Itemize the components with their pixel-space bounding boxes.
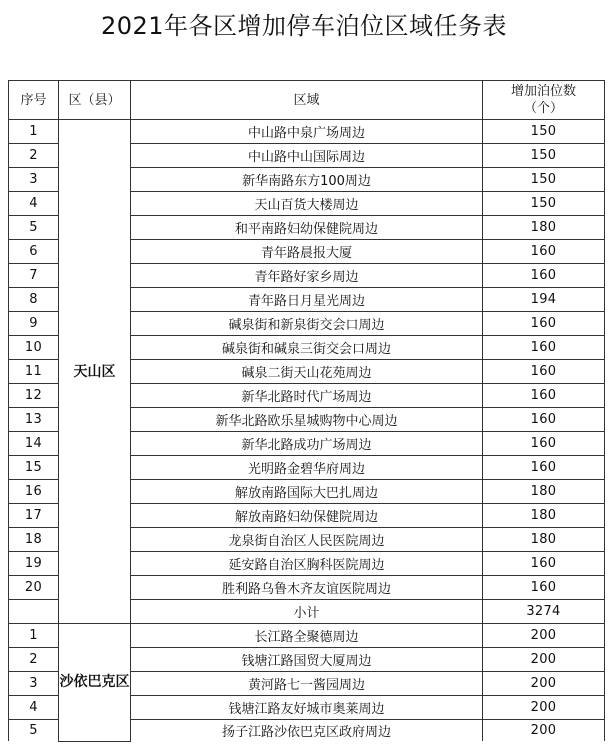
district-cell: 天山区 — [59, 120, 131, 624]
row-area: 长江路全聚德周边 — [131, 624, 483, 648]
row-count: 150 — [483, 144, 605, 168]
task-table — [8, 80, 605, 742]
row-seq: 18 — [9, 528, 59, 552]
row-seq: 1 — [9, 624, 59, 648]
row-count: 200 — [483, 720, 605, 742]
subtotal-label: 小计 — [131, 600, 483, 624]
row-count: 160 — [483, 384, 605, 408]
header-count-line2: （个） — [523, 101, 563, 116]
row-area: 龙泉街自治区人民医院周边 — [131, 528, 483, 552]
row-seq: 2 — [9, 648, 59, 672]
row-seq: 11 — [9, 360, 59, 384]
row-seq: 9 — [9, 312, 59, 336]
row-area: 钱塘江路国贸大厦周边 — [131, 648, 483, 672]
row-count: 200 — [483, 624, 605, 648]
row-area: 光明路金碧华府周边 — [131, 456, 483, 480]
table-row — [9, 624, 605, 648]
row-count: 180 — [483, 528, 605, 552]
row-seq: 13 — [9, 408, 59, 432]
row-area: 碱泉二街天山花苑周边 — [131, 360, 483, 384]
row-area: 天山百货大楼周边 — [131, 192, 483, 216]
row-area: 和平南路妇幼保健院周边 — [131, 216, 483, 240]
row-seq: 3 — [9, 672, 59, 696]
table-body — [9, 120, 605, 742]
row-area: 青年路好家乡周边 — [131, 264, 483, 288]
row-area: 扬子江路沙依巴克区政府周边 — [131, 720, 483, 742]
row-count: 160 — [483, 360, 605, 384]
row-seq: 16 — [9, 480, 59, 504]
row-count: 200 — [483, 648, 605, 672]
row-count: 160 — [483, 456, 605, 480]
subtotal-seq-empty — [9, 600, 59, 624]
row-seq: 12 — [9, 384, 59, 408]
row-seq: 15 — [9, 456, 59, 480]
header-district: 区（县） — [59, 81, 131, 120]
row-count: 160 — [483, 408, 605, 432]
row-seq: 20 — [9, 576, 59, 600]
row-seq: 8 — [9, 288, 59, 312]
row-seq: 2 — [9, 144, 59, 168]
subtotal-value: 3274 — [483, 600, 605, 624]
header-seq: 序号 — [9, 81, 59, 120]
page-title: 2021年各区增加停车泊位区域任务表 — [100, 12, 508, 40]
row-area: 解放南路国际大巴扎周边 — [131, 480, 483, 504]
row-area: 新华南路东方100周边 — [131, 168, 483, 192]
row-seq: 19 — [9, 552, 59, 576]
district-cell: 沙依巴克区 — [59, 624, 131, 742]
row-count: 160 — [483, 264, 605, 288]
row-count: 180 — [483, 216, 605, 240]
row-seq: 14 — [9, 432, 59, 456]
row-seq: 10 — [9, 336, 59, 360]
row-area: 碱泉街和碱泉三街交会口周边 — [131, 336, 483, 360]
row-seq: 4 — [9, 696, 59, 720]
row-count: 160 — [483, 576, 605, 600]
row-count: 160 — [483, 552, 605, 576]
row-seq: 5 — [9, 216, 59, 240]
row-area: 中山路中山国际周边 — [131, 144, 483, 168]
header-count — [483, 81, 605, 120]
row-seq: 5 — [9, 720, 59, 742]
row-count: 150 — [483, 120, 605, 144]
row-area: 中山路中泉广场周边 — [131, 120, 483, 144]
row-area: 解放南路妇幼保健院周边 — [131, 504, 483, 528]
row-area: 青年路日月星光周边 — [131, 288, 483, 312]
header-area: 区域 — [131, 81, 483, 120]
table-row — [9, 120, 605, 144]
row-seq: 17 — [9, 504, 59, 528]
row-count: 180 — [483, 480, 605, 504]
row-seq: 7 — [9, 264, 59, 288]
row-area: 碱泉街和新泉街交会口周边 — [131, 312, 483, 336]
header-count-line1: 增加泊位数 — [510, 84, 576, 99]
row-count: 200 — [483, 696, 605, 720]
row-count: 160 — [483, 336, 605, 360]
row-seq: 6 — [9, 240, 59, 264]
row-seq: 1 — [9, 120, 59, 144]
row-area: 新华北路成功广场周边 — [131, 432, 483, 456]
row-area: 胜利路乌鲁木齐友谊医院周边 — [131, 576, 483, 600]
row-area: 新华北路时代广场周边 — [131, 384, 483, 408]
row-area: 黄河路七一酱园周边 — [131, 672, 483, 696]
row-area: 青年路晨报大厦 — [131, 240, 483, 264]
row-seq: 3 — [9, 168, 59, 192]
header-row — [9, 81, 605, 120]
row-area: 钱塘江路友好城市奥莱周边 — [131, 696, 483, 720]
row-count: 200 — [483, 672, 605, 696]
row-area: 新华北路欧乐星城购物中心周边 — [131, 408, 483, 432]
row-seq: 4 — [9, 192, 59, 216]
row-count: 150 — [483, 168, 605, 192]
row-count: 160 — [483, 312, 605, 336]
row-area: 延安路自治区胸科医院周边 — [131, 552, 483, 576]
row-count: 180 — [483, 504, 605, 528]
row-count: 160 — [483, 240, 605, 264]
row-count: 150 — [483, 192, 605, 216]
row-count: 160 — [483, 432, 605, 456]
row-count: 194 — [483, 288, 605, 312]
